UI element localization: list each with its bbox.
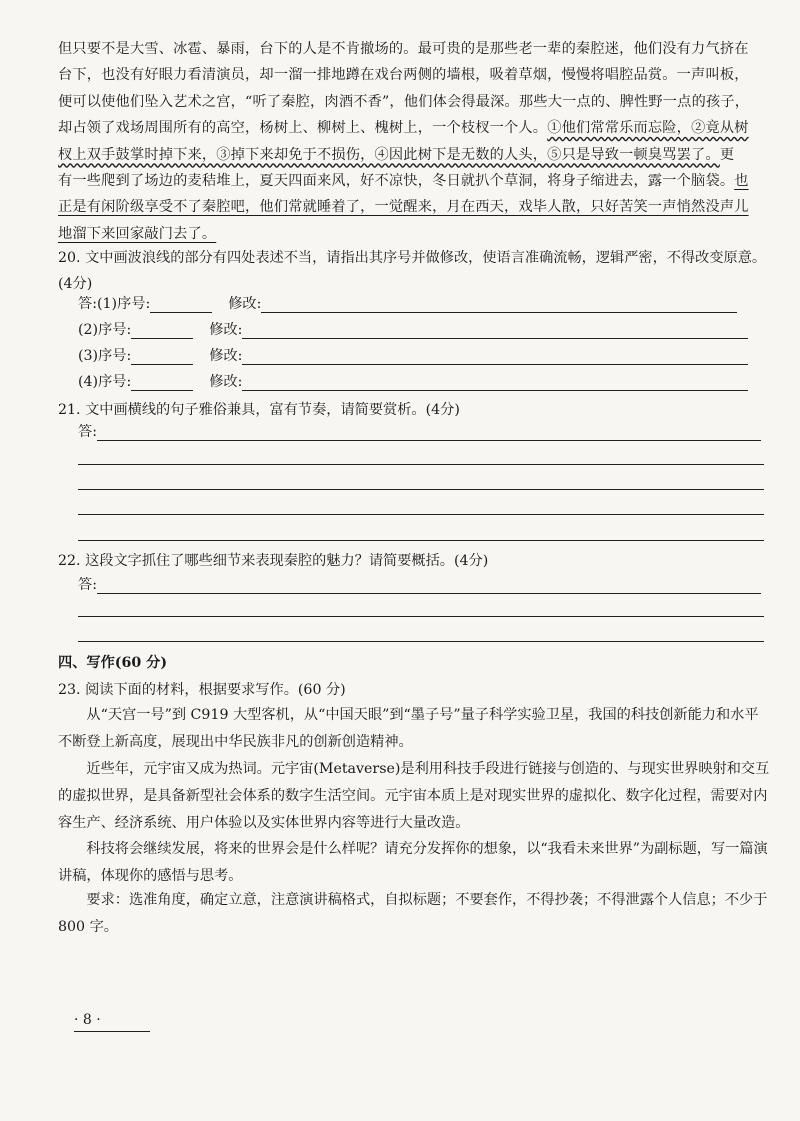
q21-answer-line-5[interactable] (78, 540, 764, 541)
q20-edit-label: 修改: (228, 296, 262, 312)
passage-line: 但只要不是大雪、冰雹、暴雨，台下的人是不肯撤场的。最可贵的是那些老一辈的秦腔迷，他们没有力气挤在 (58, 41, 749, 57)
underlined-text: 地溜下来回家敲门去了。 (58, 225, 217, 242)
underlined-text: 也 (734, 173, 749, 190)
q20-edit-label: 修改: (209, 374, 243, 390)
material-paragraph-1: 从“天宫一号”到 C919 大型客机，从“中国天眼”到“墨子号”量子科学实验卫星，我国的科技创新能力和水平不断登上新高度，展现出中华民族非凡的创新创造精神。 (58, 707, 759, 750)
passage-line (58, 142, 770, 168)
q20-edit-label: 修改: (209, 322, 243, 338)
passage-text: 却占领了戏场周围所有的高空，杨树上、柳树上、槐树上，一个枝杈一个人。 (58, 120, 548, 137)
passage-line: 台下，也没有好眼力看清演员，却一溜一排地蹲在戏台两侧的墙根，吸着草烟，慢慢将唱腔品赏。一声叫板， (58, 67, 749, 84)
q22-answer-line-2[interactable] (78, 616, 764, 617)
passage-line: 便可以使他们坠入艺术之宫，“听了秦腔，肉酒不香”，他们体会得最深。那些大一点的、脾性野一点的孩子， (58, 93, 750, 110)
q20-edit-blank-2[interactable] (242, 320, 748, 339)
wavy-underlined-text: ①他们常常乐而忘险，②竟从树 (547, 120, 749, 137)
q20-edit-blank-4[interactable] (242, 372, 748, 391)
passage-line (58, 168, 770, 194)
q22-answer-line-1[interactable] (97, 575, 761, 594)
q22-answer-label: 答: (78, 577, 97, 593)
q21-answer-row (78, 419, 761, 441)
question-20: 20. 文中画波浪线的部分有四处表述不当，请指出其序号并做修改，使语言准确流畅，逻辑严密，不得改变原意。(4分) (58, 250, 767, 292)
question-23: 23. 阅读下面的材料，根据要求写作。(60 分) (58, 682, 346, 698)
passage-line (58, 115, 770, 141)
q21-answer-label: 答: (78, 424, 97, 440)
q21-answer-line-2[interactable] (78, 464, 764, 465)
passage-line (58, 221, 770, 247)
q20-label: (4)序号: (78, 374, 132, 390)
material-paragraph-3: 科技将会继续发展，将来的世界会是什么样呢？请充分发挥你的想象，以“我看未来世界”为副标题，写一篇演讲稿，体现你的感悟与思考。 (58, 841, 768, 884)
q20-number-blank-4[interactable] (131, 372, 193, 391)
section-title: 四、写作(60 分) (58, 655, 168, 671)
q20-number-blank-3[interactable] (131, 346, 193, 365)
underlined-text: 正是有闲阶级享受不了秦腔吧，他们常就睡着了，一觉醒来，月在西天，戏毕人散，只好苦笑一声悄然没声儿 (58, 199, 749, 216)
reading-passage (58, 36, 770, 247)
q20-edit-blank-1[interactable] (261, 294, 737, 313)
material-paragraph-2: 近些年，元宇宙又成为热词。元宇宙(Metaverse)是利用科技手段进行链接与创造的、与现实世界映射和交互的虚拟世界，是具备新型社会体系的数字生活空间。元宇宙本质上是对现实世界的虚拟化、数字化过程，需要对内容生产、经济系统、用户体验以及实体世界内容等进行大量改造。 (58, 761, 770, 831)
q21-answer-line-4[interactable] (78, 514, 764, 515)
question-21: 21. 文中画横线的句子雅俗兼具，富有节奏，请简要赏析。(4分) (58, 402, 460, 418)
q20-label: 答:(1)序号: (78, 296, 151, 312)
q20-number-blank-2[interactable] (131, 320, 193, 339)
q22-answer-line-3[interactable] (78, 641, 764, 642)
question-22: 22. 这段文字抓住了哪些细节来表现秦腔的魅力？请简要概括。(4分) (58, 553, 489, 569)
page-number-underline (74, 1031, 150, 1032)
page-number: · 8 · (74, 1012, 101, 1028)
q20-answer-row-4 (78, 369, 748, 391)
q20-label: (3)序号: (78, 348, 132, 364)
q20-answer-row-2 (78, 317, 748, 339)
passage-text: 有一些爬到了场边的麦秸堆上，夏天四面来风，好不凉快，冬日就扒个草洞，将身子缩进去，露一个脑袋。 (58, 173, 735, 190)
q20-answer-row-1 (78, 291, 737, 313)
passage-text: 更 (719, 146, 735, 163)
q22-answer-row (78, 572, 761, 594)
q20-number-blank-1[interactable] (150, 294, 212, 313)
q20-label: (2)序号: (78, 322, 132, 338)
passage-line (58, 194, 770, 220)
q20-edit-label: 修改: (209, 348, 243, 364)
writing-requirements: 要求：选准角度，确定立意，注意演讲稿格式，自拟标题；不要套作，不得抄袭；不得泄露个人信息；不少于 800 字。 (58, 892, 768, 935)
q20-answer-row-3 (78, 343, 748, 365)
q20-edit-blank-3[interactable] (242, 346, 748, 365)
q21-answer-line-1[interactable] (97, 422, 761, 441)
wavy-underlined-text: 杈上双手鼓掌时掉下来，③掉下来却免于不损伤，④因此树下是无数的人头，⑤只是导致一顿臭骂罢了。 (58, 146, 720, 163)
q21-answer-line-3[interactable] (78, 489, 764, 490)
